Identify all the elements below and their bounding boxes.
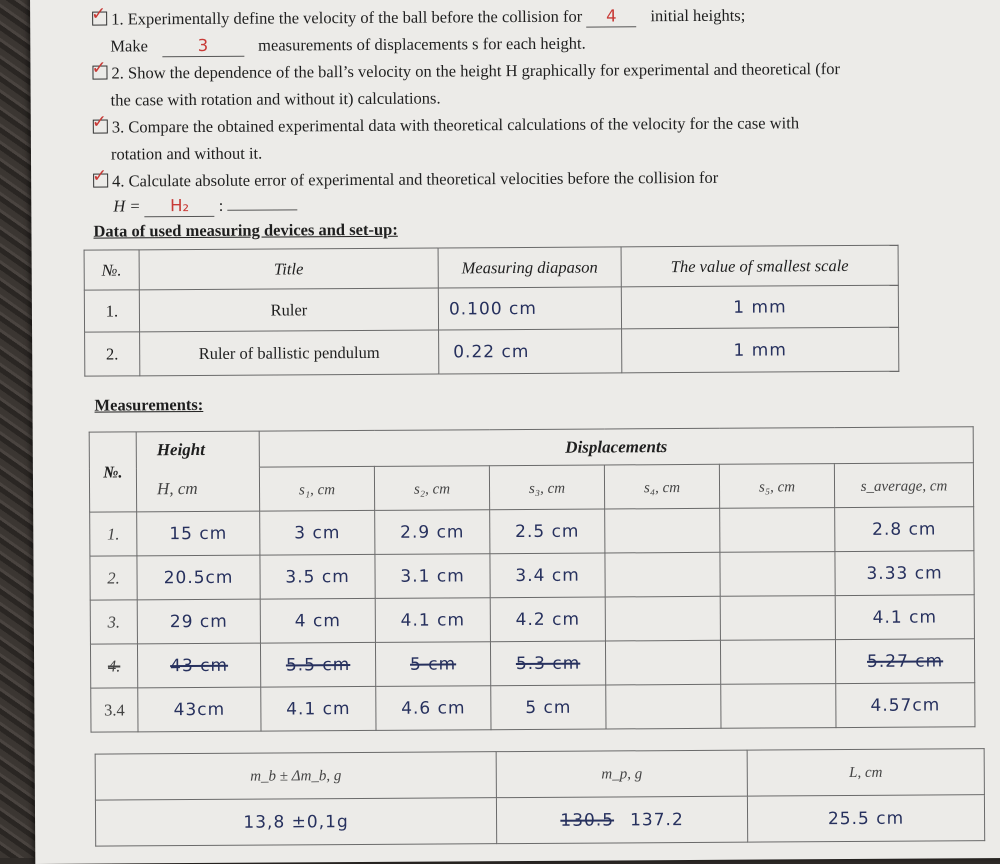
table-row (91, 683, 975, 732)
meas-col-s3: s₃, cm (528, 480, 566, 497)
masses-header-row (95, 749, 984, 800)
average-value: 2.8 cm (872, 518, 937, 540)
item-2-text: 2. Show the dependence of the ball’s velocity on the height H graphically for experimental and theoretical (for (111, 59, 841, 83)
mass-pendulum-value: 137.2 (629, 809, 684, 830)
item-3-text-cont: rotation and without it. (110, 143, 263, 164)
table-row (85, 327, 899, 376)
height-value: 15 cm (169, 523, 228, 544)
height-value-struck: 43 cm (170, 655, 229, 676)
meas-col-average: s_average, cm (860, 477, 948, 495)
meas-col-no: №. (103, 461, 123, 482)
height-value: 43cm (173, 699, 226, 720)
checkbox-item-3[interactable] (91, 111, 108, 134)
devices-col-no: №. (84, 250, 139, 290)
s2-value: 4.1 cm (400, 609, 466, 631)
devices-col-title: Title (139, 248, 438, 290)
measurements-section-title: Measurements: (94, 394, 204, 415)
item-3-text: 3. Compare the obtained experimental data with theoretical calculations of the velocity for the case with (111, 113, 800, 137)
assignment-item-2-cont (111, 88, 441, 110)
meas-col-height: Height (156, 439, 206, 459)
make-suffix: measurements of displacements s for each height. (258, 33, 586, 55)
item-1-text: 1. Experimentally define the velocity of the ball before the collision for (111, 6, 583, 29)
assignment-item-2 (92, 59, 840, 84)
s3-value: 2.5 cm (515, 521, 580, 542)
device-scale: 1 mm (733, 339, 787, 361)
row-no: 2. (90, 556, 137, 600)
devices-col-scale: The value of smallest scale (621, 245, 898, 287)
checkmark-icon: ✓ (91, 3, 107, 25)
s2-value-struck: 5 cm (409, 653, 457, 675)
device-no: 2. (85, 332, 140, 376)
average-value: 4.1 cm (872, 606, 938, 628)
s2-value: 2.9 cm (400, 521, 465, 543)
s3-value: 3.4 cm (515, 565, 580, 586)
s3-value: 5 cm (525, 697, 572, 718)
device-range: 0.100 cm (448, 298, 537, 319)
s1-value: 4 cm (294, 610, 341, 631)
mass-pendulum-struck: 130.5 (560, 809, 615, 831)
h-filled-value: H₂ (170, 196, 190, 216)
table-row (90, 595, 974, 644)
s2-value: 4.6 cm (401, 697, 466, 719)
s1-value-struck: 5.5 cm (285, 654, 351, 675)
device-title: Ruler of ballistic pendulum (140, 330, 439, 376)
s1-value: 3 cm (294, 522, 341, 543)
s1-value: 4.1 cm (286, 698, 351, 719)
mass-ball-value: 13,8 ±0,1g (243, 811, 349, 833)
masses-col-L: L, cm (849, 764, 883, 781)
s5-value (721, 684, 836, 729)
device-no: 1. (84, 290, 139, 332)
assignment-h-line: H = H₂ : (113, 195, 297, 217)
make-label: Make (110, 36, 148, 56)
item-1-suffix: initial heights; (650, 5, 746, 26)
make-filled-value: 3 (197, 35, 209, 55)
s4-value (605, 640, 720, 685)
assignment-make-line (110, 34, 586, 58)
meas-col-s1: s₁, cm (298, 481, 336, 498)
average-value-struck: 5.27 cm (866, 650, 944, 672)
meas-col-s4: s₄, cm (643, 479, 681, 496)
assignment-item-4 (92, 165, 719, 192)
assignment-item-3 (93, 113, 799, 137)
s4-value (605, 596, 720, 641)
masses-col-mp: m_p, g (601, 765, 643, 783)
devices-header-row (84, 245, 898, 290)
checkmark-icon: ✓ (91, 111, 107, 133)
row-no: 4. (90, 644, 137, 688)
s4-value (605, 508, 720, 553)
checkbox-item-4[interactable] (92, 165, 108, 188)
s3-value: 4.2 cm (515, 609, 581, 630)
devices-col-range: Measuring diapason (438, 247, 621, 288)
s5-value (720, 596, 835, 641)
checkmark-icon: ✓ (92, 165, 108, 187)
row-no: 3. (90, 600, 137, 644)
height-value: 20.5cm (163, 567, 234, 588)
s1-value: 3.5 cm (285, 566, 350, 587)
height-value: 29 cm (169, 611, 228, 632)
devices-table (84, 245, 900, 377)
s4-value (605, 552, 720, 597)
meas-col-s5: s₅, cm (758, 478, 796, 496)
table-row (90, 507, 974, 556)
item-4-text: 4. Calculate absolute error of experimental and theoretical velocities before the collision for (112, 167, 719, 191)
s5-value (720, 552, 835, 597)
s2-value: 3.1 cm (400, 565, 465, 587)
item-2-text-cont: the case with rotation and without it) calculations. (110, 88, 441, 110)
s3-value-struck: 5.3 cm (515, 653, 581, 674)
item-1-filled-value: 4 (605, 6, 617, 26)
measurements-table (89, 426, 976, 732)
device-range: 0.22 cm (453, 341, 530, 362)
meas-col-s2: s₂, cm (413, 480, 451, 498)
table-row (90, 551, 974, 600)
devices-section-title: Data of used measuring devices and set-up: (93, 219, 398, 241)
meas-header-row-1 (89, 427, 973, 468)
meas-header-row-2 (89, 463, 973, 512)
assignment-item-3-cont (111, 144, 262, 165)
checkbox-item-1[interactable] (91, 3, 107, 26)
device-scale: 1 mm (733, 296, 787, 318)
s5-value (720, 640, 835, 685)
checkbox-item-2[interactable] (91, 57, 107, 80)
meas-col-displacements: Displacements (565, 436, 668, 457)
assignment-item-1 (91, 3, 746, 31)
device-title: Ruler (139, 288, 438, 332)
h-label: H = (113, 196, 141, 216)
checkmark-icon: ✓ (91, 57, 107, 79)
average-value: 3.33 cm (866, 562, 943, 584)
worksheet-page (30, 0, 1000, 864)
masses-col-mb: m_b ± Δm_b, g (250, 767, 342, 785)
row-no: 1. (90, 512, 137, 556)
s4-value (606, 684, 721, 729)
s5-value (720, 508, 835, 553)
table-row-crossed-out (90, 639, 974, 688)
table-row (84, 285, 898, 332)
length-value: 25.5 cm (827, 808, 905, 829)
row-no: 3.4 (91, 688, 138, 732)
table-row (95, 795, 984, 846)
average-value: 4.57cm (870, 694, 941, 716)
meas-col-height-unit: H, cm (156, 479, 198, 499)
masses-table (95, 748, 986, 846)
